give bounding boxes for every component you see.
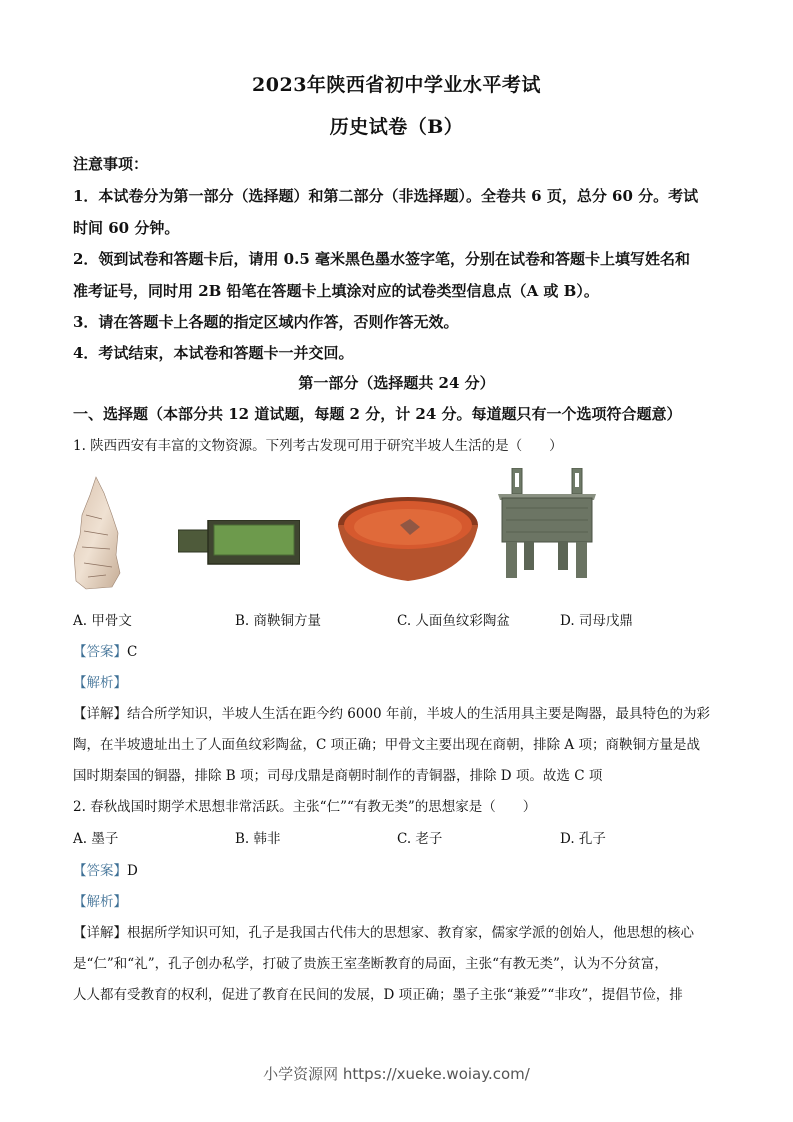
notice-heading: 注意事项：: [73, 155, 149, 173]
notice-item: 1．本试卷分为第一部分（选择题）和第二部分（非选择题）。全卷共 6 页，总分 60 分。考试: [73, 187, 699, 205]
answer-label: 【答案】: [73, 644, 127, 660]
question-1-option-c: C. 人面鱼纹彩陶盆: [397, 613, 510, 629]
question-1-detail: [73, 702, 710, 722]
detail-line: 人人都有受教育的权利，促进了教育在民间的发展，D 项正确；墨子主张“兼爱”“非攻”，提倡节俭，排: [73, 987, 683, 1003]
question-2-option-a: A. 墨子: [73, 831, 119, 847]
question-2-option-b: B. 韩非: [235, 831, 281, 847]
question-2-detail: [73, 921, 694, 941]
detail-line: 国时期秦国的铜器，排除 B 项；司母戊鼎是商朝时制作的青铜器，排除 D 项。故选 C 项: [73, 768, 603, 784]
simuwu-ding-image: [496, 468, 598, 580]
detail-label: 【详解】: [73, 706, 127, 722]
painted-pottery-basin-image: [336, 495, 480, 585]
answer-label: 【答案】: [73, 863, 127, 879]
question-2-stem: 2. 春秋战国时期学术思想非常活跃。主张“仁”“有教无类”的思想家是（ ）: [73, 799, 537, 815]
notice-item: 2．领到试卷和答题卡后，请用 0.5 毫米黑色墨水签字笔，分别在试卷和答题卡上填写姓名和: [73, 250, 690, 268]
question-2-analysis-label: 【解析】: [73, 894, 127, 910]
question-1-option-b: B. 商鞅铜方量: [235, 613, 322, 629]
detail-line: 陶，在半坡遗址出土了人面鱼纹彩陶盆，C 项正确；甲骨文主要出现在商朝，排除 A 项；商鞅铜方量是战: [73, 737, 700, 753]
notice-item: 3．请在答题卡上各题的指定区域内作答，否则作答无效。: [73, 313, 459, 331]
exam-title: 2023年陕西省初中学业水平考试: [252, 74, 541, 96]
question-1-option-d: D. 司母戊鼎: [560, 613, 633, 629]
answer-value: C: [127, 644, 138, 660]
detail-line: 根据所学知识可知，孔子是我国古代伟大的思想家、教育家，儒家学派的创始人，他思想的核心: [127, 925, 694, 941]
notice-item: 准考证号，同时用 2B 铅笔在答题卡上填涂对应的试卷类型信息点（A 或 B）。: [73, 282, 599, 300]
question-2-answer: [73, 859, 138, 879]
shang-yang-bronze-measure-image: [178, 520, 300, 565]
section-heading: 一、选择题（本部分共 12 道试题，每题 2 分，计 24 分。每道题只有一个选项符合题意）: [73, 405, 682, 423]
question-1-option-a: A. 甲骨文: [73, 613, 132, 629]
notice-item: 时间 60 分钟。: [73, 219, 180, 237]
exam-subtitle: 历史试卷（B）: [329, 116, 464, 138]
question-1-analysis-label: 【解析】: [73, 675, 127, 691]
answer-value: D: [127, 863, 138, 879]
footer-watermark: 小学资源网 https://xueke.woiay.com/: [263, 1065, 530, 1083]
part-heading: 第一部分（选择题共 24 分）: [298, 374, 495, 392]
question-1-answer: [73, 640, 137, 660]
detail-label: 【详解】: [73, 925, 127, 941]
notice-item: 4．考试结束，本试卷和答题卡一并交回。: [73, 344, 354, 362]
oracle-bone-image: [72, 475, 122, 590]
question-2-option-d: D. 孔子: [560, 831, 606, 847]
detail-line: 结合所学知识，半坡人生活在距今约 6000 年前，半坡人的生活用具主要是陶器，最具特色的为彩: [127, 706, 710, 722]
question-1-stem: 1. 陕西西安有丰富的文物资源。下列考古发现可用于研究半坡人生活的是（ ）: [73, 438, 563, 454]
question-2-option-c: C. 老子: [397, 831, 443, 847]
detail-line: 是“仁”和“礼”，孔子创办私学，打破了贵族王室垄断教育的局面，主张“有教无类”，认为不分贫富，: [73, 956, 668, 972]
